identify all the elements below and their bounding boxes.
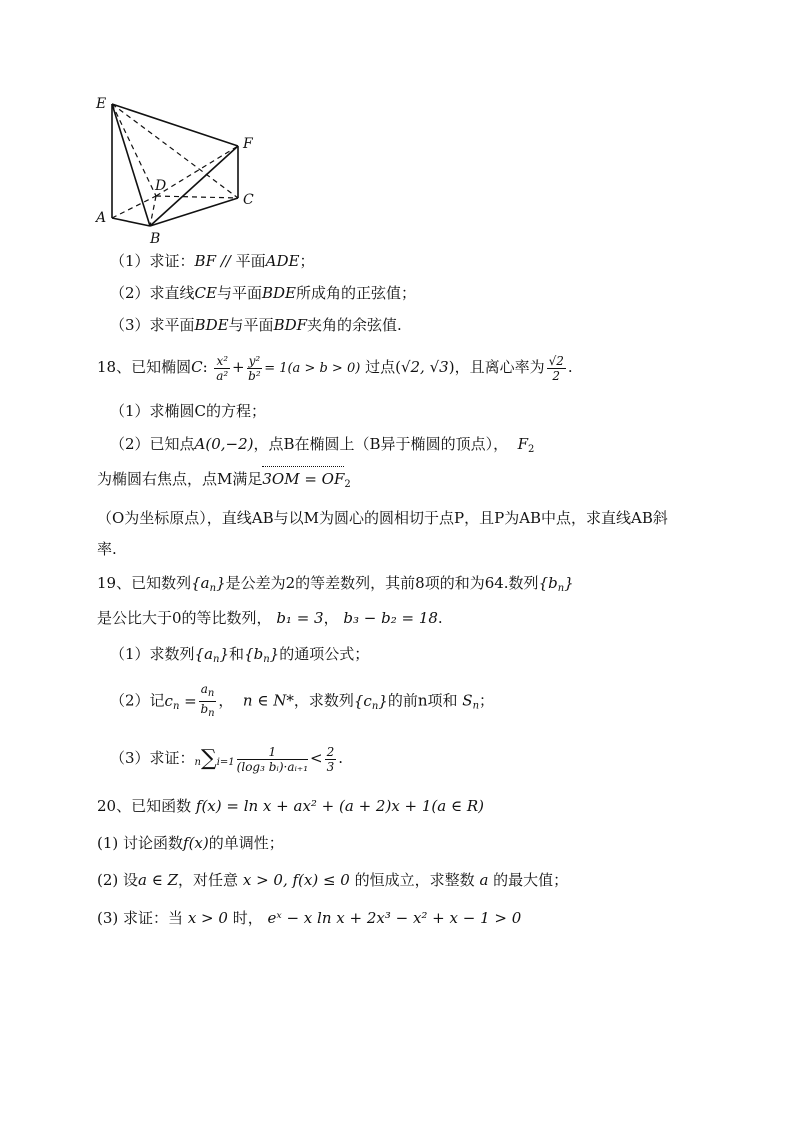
- q18-part2-line4: 率.: [97, 540, 117, 558]
- q17-part2: （2）求直线CE与平面BDE所成角的正弦值；: [110, 284, 417, 302]
- q20-part3: (3) 求证：当 x > 0 时， eˣ − x ln x + 2x³ − x² + x − 1 > 0: [97, 909, 522, 927]
- q18-part2: （2）已知点A(0,−2)，点B在椭圆上（B异于椭圆的顶点）， $F_2$: [110, 435, 535, 455]
- q19-part1: （1）求数列$\{a_n\}$和$\{b_n\}$的通项公式；: [110, 645, 370, 665]
- q17-part1: （1）求证：BF // 平面ADE；: [110, 252, 315, 270]
- q19-part2: （2）记$c_n$ = $\frac{a_n}{b_n}$ ， n ∈ N*，求数列$\{c_n\}$的前n项和 $S_n$；: [110, 682, 495, 719]
- q19-stem: 19、已知数列$\{a_n\}$是公差为2的等差数列，其前8项的和为64.数列$\{b_n\}$: [97, 574, 574, 594]
- q20-part1: (1) 讨论函数f(x)的单调性；: [97, 834, 284, 852]
- label-a: A: [96, 210, 107, 226]
- q20-part2: (2) 设a ∈ Z，对任意 x > 0, f(x) ≤ 0 的恒成立，求整数 a 的最大值；: [97, 871, 569, 889]
- q18-part2-line2: 为椭圆右焦点，点M满足$3OM = OF_2$: [97, 470, 351, 490]
- q18-part1: （1）求椭圆C的方程；: [110, 402, 267, 420]
- q18-part2-line3: （O为坐标原点），直线AB与以M为圆心的圆相切于点P，且P为AB中点，求直线AB斜: [97, 509, 668, 527]
- label-f: F: [243, 136, 253, 152]
- label-b: B: [150, 231, 161, 247]
- label-c: C: [243, 192, 254, 208]
- label-d: D: [155, 178, 167, 194]
- q20-stem: 20、已知函数 f(x) = ln x + ax² + (a + 2)x + 1(a ∈ R): [97, 797, 485, 815]
- q19-part3: （3）求证：n∑i=1 $\frac{1}{\text{(log₃ bᵢ)·aᵢ₊₁}}$ < $\frac{2}{3}$ .: [110, 744, 344, 774]
- q17-part3: （3）求平面BDE与平面BDF夹角的余弦值.: [110, 316, 402, 334]
- q19-stem-line2: 是公比大于0的等比数列， b₁ = 3， b₃ − b₂ = 18.: [97, 609, 443, 627]
- label-e: E: [96, 96, 107, 112]
- q18-stem: 18、已知椭圆C: $\frac{\text{x²}}{\text{a²}}$ + $\frac{\text{y²}}{\text{b²}}$ = 1(a > b > 0) 过点(√2, √3)，且离心率为 $\frac{√2}{2}$ .: [97, 353, 573, 383]
- geometry-figure: [88, 88, 268, 248]
